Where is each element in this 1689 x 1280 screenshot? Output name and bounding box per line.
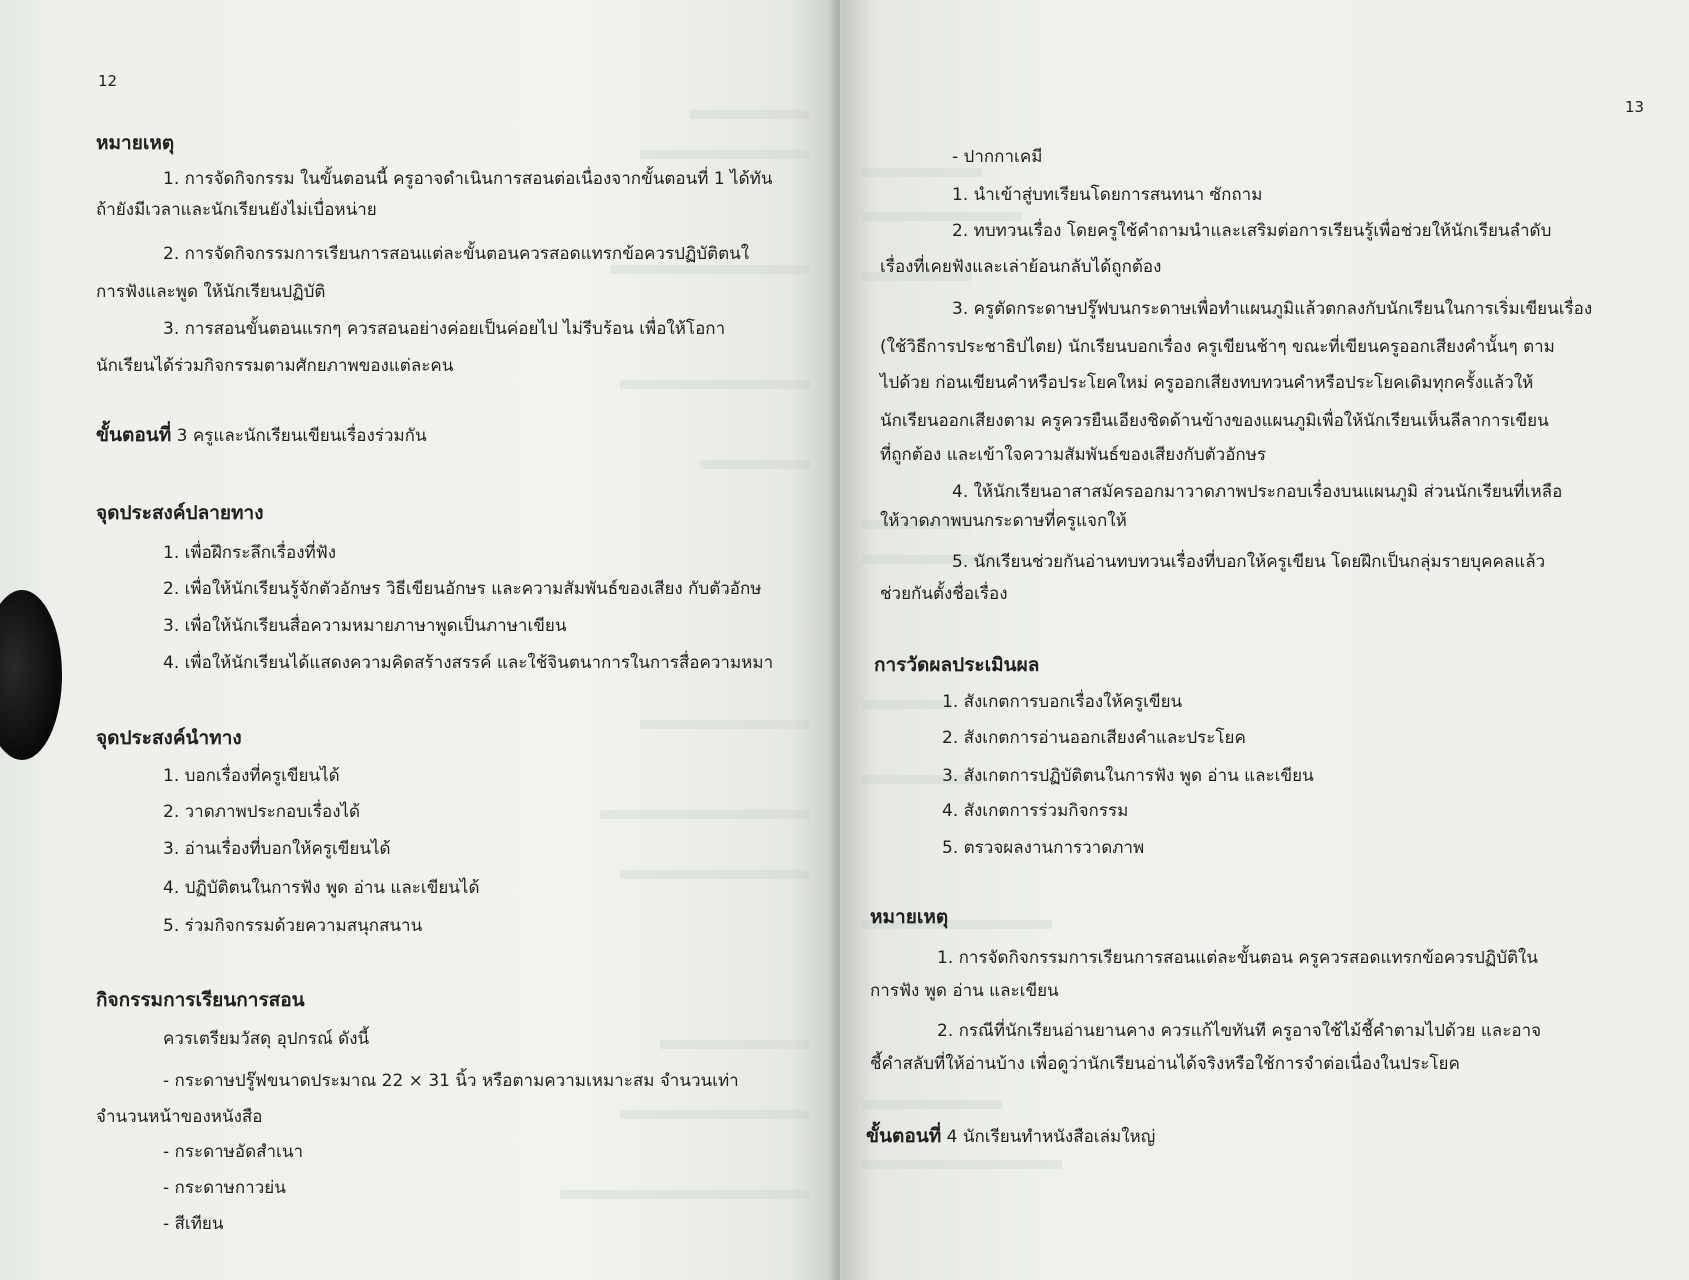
note-item-3-cont: นักเรียนได้ร่วมกิจกรรมตามศักยภาพของแต่ละคน [96,356,454,376]
note-item-1-cont: ถ้ายังมีเวลาและนักเรียนยังไม่เบื่อหน่าย [96,200,377,220]
note-item-2: 2. กรณีที่นักเรียนอ่านยานคาง ควรแก้ไขทันที ครูอาจใช้ไม้ชี้คำตามไปด้วย และอาจ [937,1021,1542,1041]
page-number: 13 [1625,98,1645,116]
leading-objective-4: 4. ปฏิบัติตนในการฟัง พูด อ่าน และเขียนได้ [163,878,480,898]
evaluation-item-1: 1. สังเกตการบอกเรื่องให้ครูเขียน [942,692,1183,712]
activities-heading: กิจกรรมการเรียนการสอน [96,989,305,1011]
left-page [0,0,840,1280]
step3-title [96,424,427,447]
step3-label: ขั้นตอนที่ [96,424,172,446]
note-item-2: 2. การจัดกิจกรรมการเรียนการสอนแต่ละขั้นตอนควรสอดแทรกข้อควรปฏิบัติตนใ [163,244,750,264]
note-heading: หมายเหตุ [870,906,949,928]
evaluation-item-2: 2. สังเกตการอ่านออกเสียงคำและประโยค [942,728,1246,748]
note-item-3: 3. การสอนขั้นตอนแรกๆ ควรสอนอย่างค่อยเป็นค่อยไป ไม่รีบร้อน เพื่อให้โอกา [163,319,726,339]
activity-step-1: 1. นำเข้าสู่บทเรียนโดยการสนทนา ซักถาม [952,185,1263,205]
leading-objective-3: 3. อ่านเรื่องที่บอกให้ครูเขียนได้ [163,839,391,859]
step3-text: 3 ครูและนักเรียนเขียนเรื่องร่วมกัน [171,426,427,446]
activity-step-3-cont-1: (ใช้วิธีการประชาธิปไตย) นักเรียนบอกเรื่อง ครูเขียนช้าๆ ขณะที่เขียนครูออกเสียงคำนั้นๆ ตาม [880,337,1555,357]
activity-step-2: 2. ทบทวนเรื่อง โดยครูใช้คำถามนำและเสริมต่อการเรียนรู้เพื่อช่วยให้นักเรียนลำดับ [952,221,1552,241]
activity-step-5-cont: ช่วยกันตั้งชื่อเรื่อง [880,584,1008,604]
material-proof-paper-cont: จำนวนหน้าของหนังสือ [96,1107,263,1127]
leading-objective-2: 2. วาดภาพประกอบเรื่องได้ [163,802,361,822]
note-item-1: 1. การจัดกิจกรรม ในขั้นตอนนี้ ครูอาจดำเนินการสอนต่อเนื่องจากขั้นตอนที่ 1 ได้ทัน [163,169,773,189]
material-proof-paper: - กระดาษปรู๊ฟขนาดประมาณ 22 × 31 นิ้ว หรือตามความเหมาะสม จำนวนเท่า [163,1071,739,1091]
note-heading: หมายเหตุ [96,132,175,154]
step4-text: 4 นักเรียนทำหนังสือเล่มใหญ่ [941,1127,1156,1147]
evaluation-item-5: 5. ตรวจผลงานการวาดภาพ [942,838,1145,858]
final-objective-2: 2. เพื่อให้นักเรียนรู้จักตัวอักษร วิธีเขียนอักษร และความสัมพันธ์ของเสียง กับตัวอักษ [163,579,762,599]
evaluation-item-3: 3. สังเกตการปฏิบัติตนในการฟัง พูด อ่าน และเขียน [942,766,1314,786]
right-page [842,0,1689,1280]
activity-step-3-cont-4: ที่ถูกต้อง และเข้าใจความสัมพันธ์ของเสียงกับตัวอักษร [880,445,1267,465]
step4-label: ขั้นตอนที่ [866,1125,942,1147]
activity-step-3-cont-2: ไปด้วย ก่อนเขียนคำหรือประโยคใหม่ ครูออกเสียงทบทวนคำหรือประโยคเดิมทุกครั้งแล้วให้ [880,373,1534,393]
note-item-2-cont: ชี้คำสลับที่ให้อ่านบ้าง เพื่อดูว่านักเรียนอ่านได้จริงหรือใช้การจำต่อเนื่องในประโยค [870,1054,1460,1074]
leading-objective-1: 1. บอกเรื่องที่ครูเขียนได้ [163,766,340,786]
note-item-2-cont: การฟังและพูด ให้นักเรียนปฏิบัติ [96,282,326,302]
activity-step-5: 5. นักเรียนช่วยกันอ่านทบทวนเรื่องที่บอกให้ครูเขียน โดยฝึกเป็นกลุ่มรายบุคคลแล้ว [952,552,1546,572]
material-marker: - ปากกาเคมี [952,147,1043,167]
activity-step-4: 4. ให้นักเรียนอาสาสมัครออกมาวาดภาพประกอบเรื่องบนแผนภูมิ ส่วนนักเรียนที่เหลือ [952,482,1563,502]
final-objective-3: 3. เพื่อให้นักเรียนสื่อความหมายภาษาพูดเป็นภาษาเขียน [163,616,567,636]
activity-step-3: 3. ครูตัดกระดาษปรู๊ฟบนกระดาษเพื่อทำแผนภูมิแล้วตกลงกับนักเรียนในการเริ่มเขียนเรื่อง [952,299,1593,319]
evaluation-heading: การวัดผลประเมินผล [874,654,1040,676]
material-crayons: - สีเทียน [163,1214,224,1234]
materials-intro: ควรเตรียมวัสดุ อุปกรณ์ ดังนี้ [163,1029,370,1049]
final-objectives-heading: จุดประสงค์ปลายทาง [96,502,264,524]
note-item-1-cont: การฟัง พูด อ่าน และเขียน [870,981,1059,1001]
final-objective-4: 4. เพื่อให้นักเรียนได้แสดงความคิดสร้างสรรค์ และใช้จินตนาการในการสื่อความหมา [163,653,774,673]
activity-step-3-cont-3: นักเรียนออกเสียงตาม ครูควรยืนเอียงชิดด้านข้างของแผนภูมิเพื่อให้นักเรียนเห็นลีลาการเขียน [880,411,1549,431]
leading-objectives-heading: จุดประสงค์นำทาง [96,727,242,749]
material-masking-tape: - กระดาษกาวย่น [163,1178,286,1198]
leading-objective-5: 5. ร่วมกิจกรรมด้วยความสนุกสนาน [163,916,423,936]
activity-step-2-cont: เรื่องที่เคยฟังและเล่าย้อนกลับได้ถูกต้อง [880,257,1162,277]
material-copy-paper: - กระดาษอัดสำเนา [163,1142,304,1162]
page-number: 12 [98,72,118,90]
note-item-1: 1. การจัดกิจกรรมการเรียนการสอนแต่ละขั้นตอน ครูควรสอดแทรกข้อควรปฏิบัติใน [937,948,1538,968]
binder-clip [0,590,62,760]
final-objective-1: 1. เพื่อฝึกระลึกเรื่องที่ฟัง [163,543,337,563]
step4-title [866,1125,1155,1148]
activity-step-4-cont: ให้วาดภาพบนกระดาษที่ครูแจกให้ [880,511,1127,531]
evaluation-item-4: 4. สังเกตการร่วมกิจกรรม [942,801,1129,821]
